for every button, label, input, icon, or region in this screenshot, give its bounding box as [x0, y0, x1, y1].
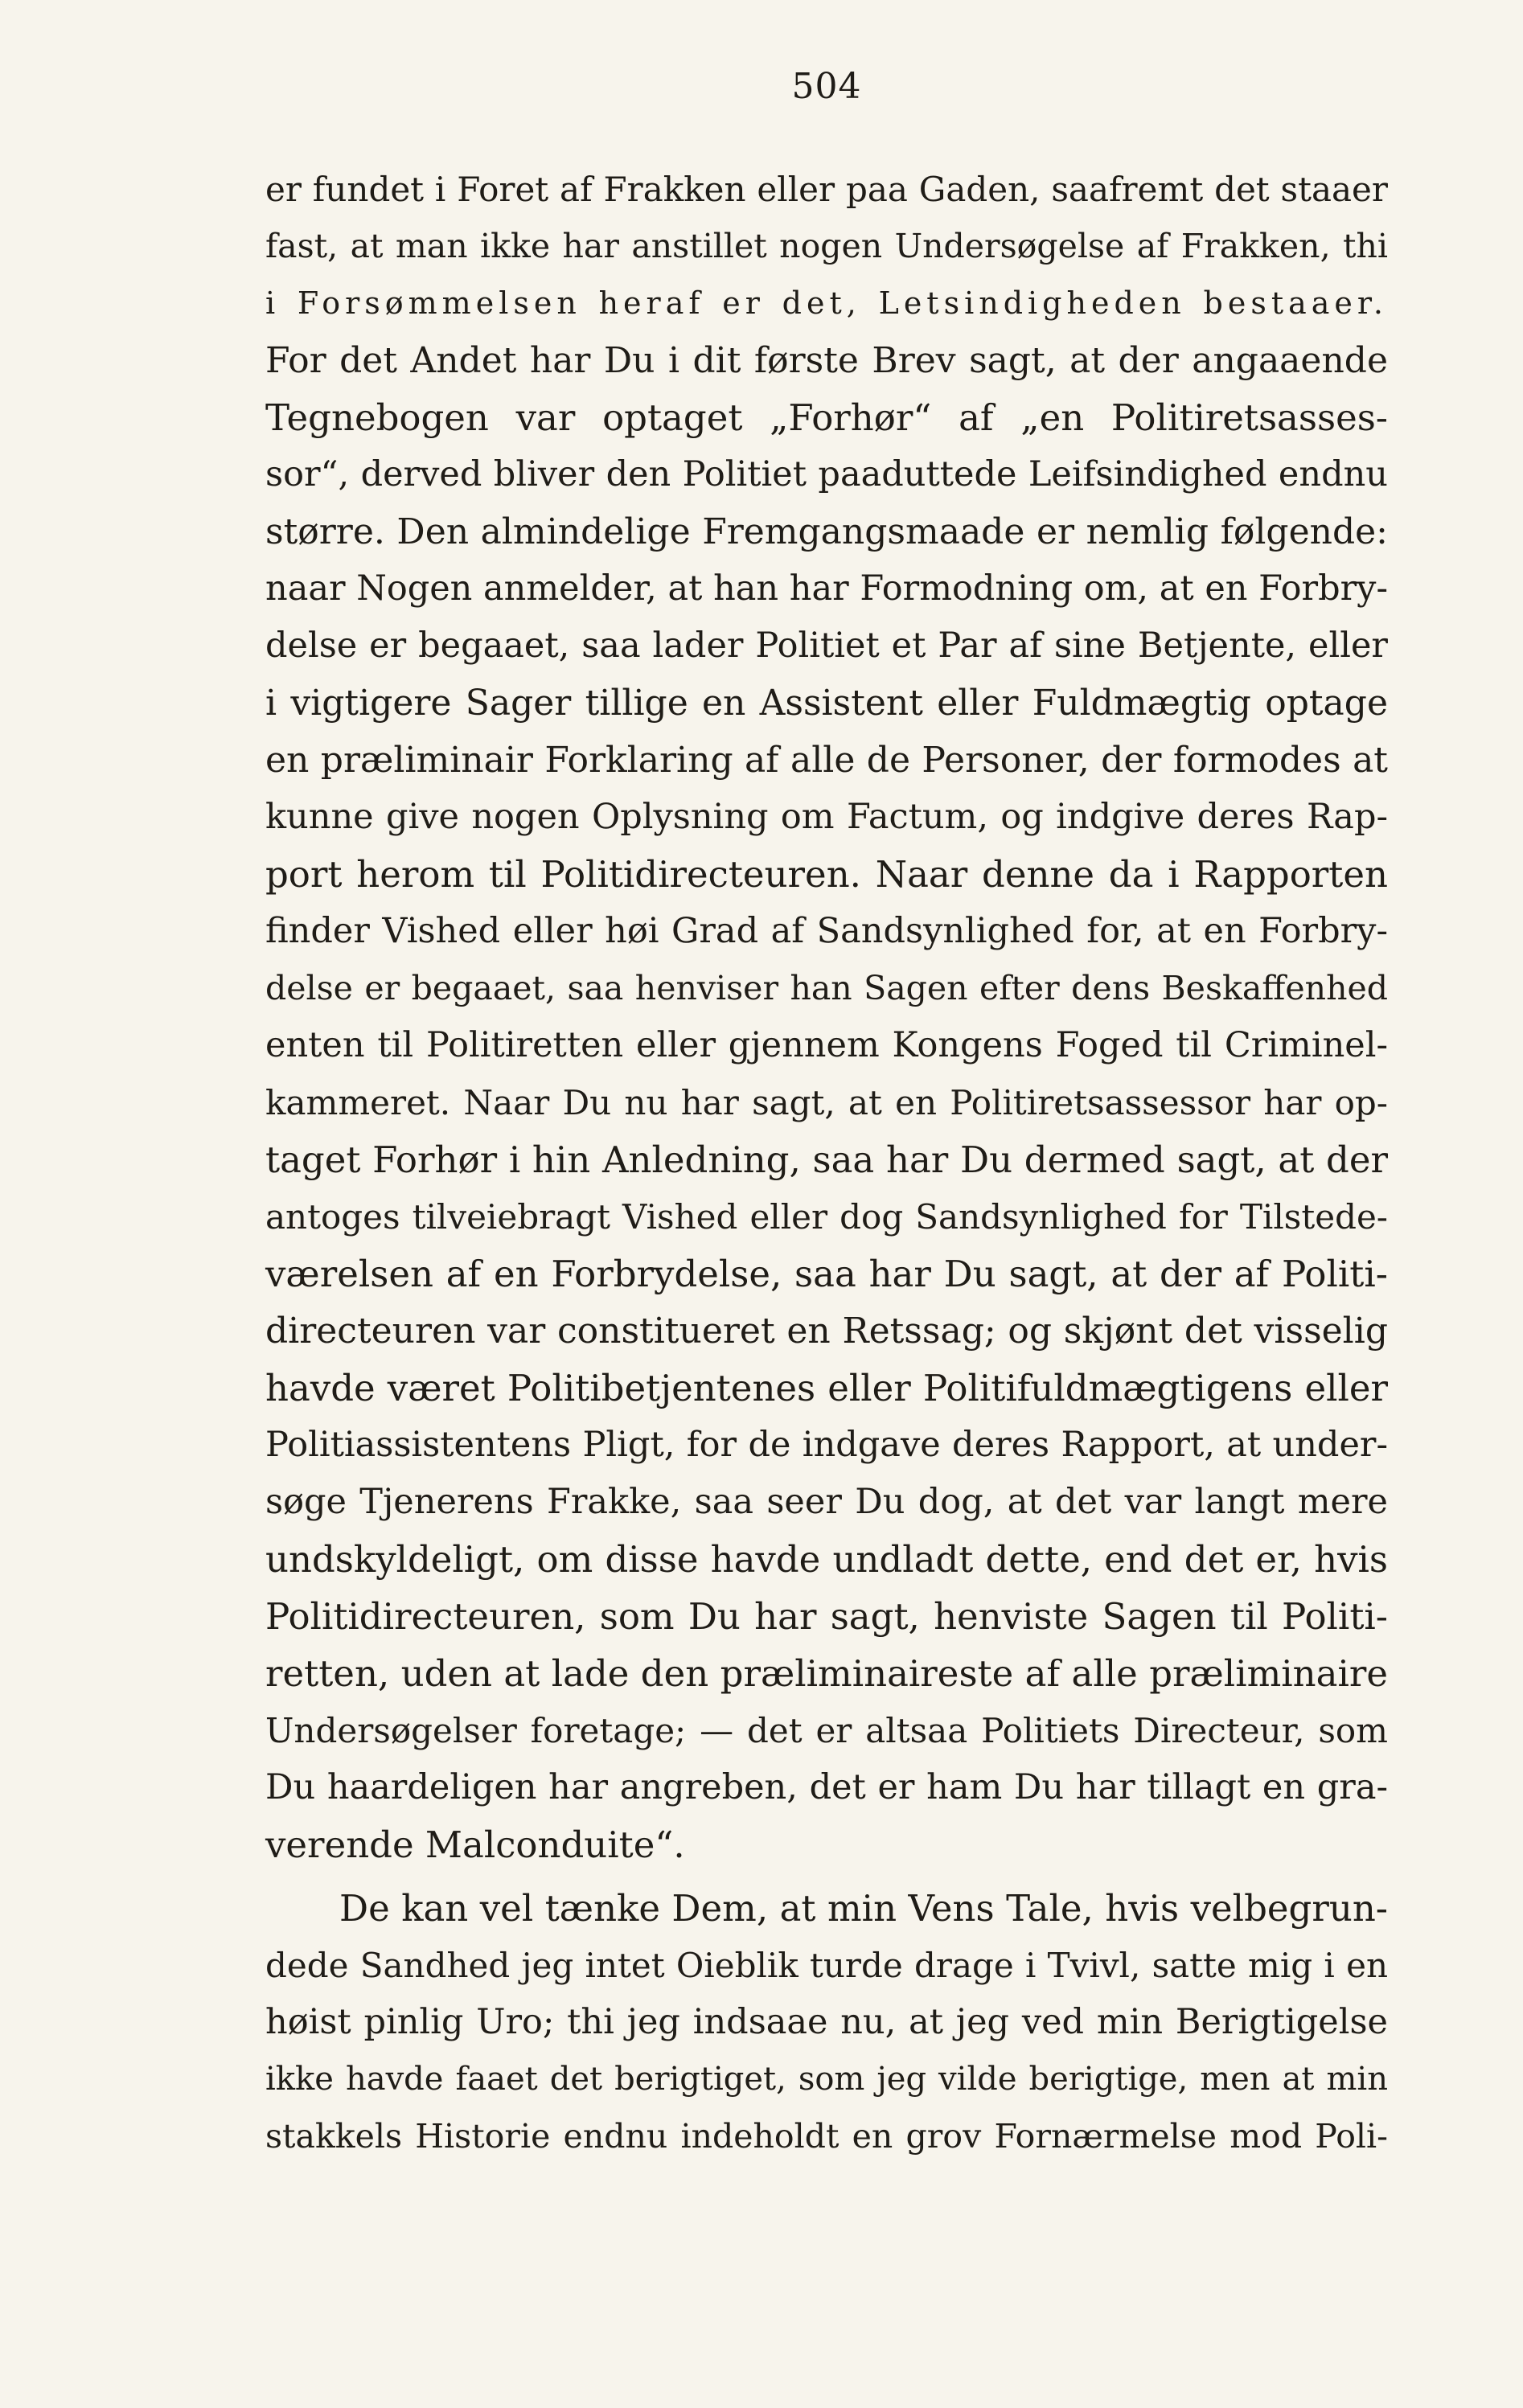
text-line: større. Den almindelige Fremgangsmaade er nemlig følgende:: [265, 511, 1388, 552]
text-line: søge Tjenerens Frakke, saa seer Du dog, at det var langt mere: [265, 1482, 1388, 1522]
text-line: undskyldeligt, om disse havde undladt dette, end det er, hvis: [265, 1538, 1388, 1581]
text-line: Undersøgelser foretage; — det er altsaa Politiets Directeur, som: [265, 1711, 1388, 1750]
text-line: Politidirecteuren, som Du har sagt, henviste Sagen til Politi-: [265, 1595, 1388, 1638]
text-line: værelsen af en Forbrydelse, saa har Du sagt, at der af Politi-: [265, 1253, 1388, 1295]
text-line: naar Nogen anmelder, at han har Formodning om, at en Forbry-: [265, 568, 1388, 609]
text-line: er fundet i Foret af Frakken eller paa Gaden, saafremt det staaer: [265, 170, 1388, 209]
text-line: dede Sandhed jeg intet Oieblik turde drage i Tvivl, satte mig i en: [265, 1946, 1388, 1985]
text-line: De kan vel tænke Dem, at min Vens Tale, hvis velbegrun-: [339, 1887, 1388, 1930]
paragraph: [265, 1880, 1388, 2165]
text-line: directeuren var constitueret en Retssag; og skjønt det visselig: [265, 1311, 1388, 1352]
text-line: ikke havde faaet det berigtiget, som jeg vilde berigtige, men at min: [265, 2061, 1388, 2098]
text-line: høist pinlig Uro; thi jeg indsaae nu, at jeg ved min Berigtigelse: [265, 2002, 1388, 2042]
text-line: Tegnebogen var optaget „Forhør“ af „en Politiretsasses-: [265, 396, 1388, 439]
body-text: [265, 161, 1388, 2165]
text-line: kammeret. Naar Du nu har sagt, at en Politiretsassessor har op-: [265, 1083, 1388, 1122]
paragraph: [265, 161, 1388, 1873]
text-line: taget Forhør i hin Anledning, saa har Du dermed sagt, at der: [265, 1138, 1388, 1181]
text-line: sor“, derved bliver den Politiet paaduttede Leifsindighed endnu: [265, 454, 1388, 494]
text-line: finder Vished eller høi Grad af Sandsynlighed for, at en Forbry-: [265, 911, 1388, 951]
text-line: For det Andet har Du i dit første Brev sagt, at der angaaende: [265, 340, 1388, 381]
text-line: Du haardeligen har angreben, det er ham Du har tillagt en gra-: [265, 1767, 1388, 1807]
text-line: verende Malconduite“.: [265, 1823, 685, 1866]
text-line: delse er begaaet, saa lader Politiet et Par af sine Betjente, eller: [265, 626, 1388, 666]
text-line: enten til Politiretten eller gjennem Kongens Foged til Criminel-: [265, 1025, 1388, 1065]
text-line: fast, at man ikke har anstillet nogen Undersøgelse af Frakken, thi: [265, 227, 1388, 265]
text-line: port herom til Politidirecteuren. Naar denne da i Rapporten: [265, 853, 1388, 896]
paragraph-gap: [265, 1873, 1388, 1880]
text-line: en præliminair Forklaring af alle de Personer, der formodes at: [265, 740, 1388, 781]
text-line: stakkels Historie endnu indeholdt en grov Fornærmelse mod Poli-: [265, 2117, 1388, 2156]
text-line: Politiassistentens Pligt, for de indgave deres Rapport, at under-: [265, 1425, 1388, 1465]
text-line: retten, uden at lade den præliminaireste af alle præliminaire: [265, 1652, 1388, 1695]
text-line: delse er begaaet, saa henviser han Sagen efter dens Beskaffenhed: [265, 969, 1388, 1007]
text-line: i vigtigere Sager tillige en Assistent eller Fuldmægtig optage: [265, 683, 1388, 724]
text-line: havde været Politibetjentenes eller Politifuldmægtigens eller: [265, 1367, 1388, 1409]
text-line: i Forsømmelsen heraf er det, Letsindigheden bestaaer.: [265, 285, 1388, 321]
text-line: antoges tilveiebragt Vished eller dog Sandsynlighed for Tilstede-: [265, 1197, 1388, 1237]
text-line: kunne give nogen Oplysning om Factum, og indgive deres Rap-: [265, 797, 1388, 837]
page-number: 504: [791, 66, 862, 107]
